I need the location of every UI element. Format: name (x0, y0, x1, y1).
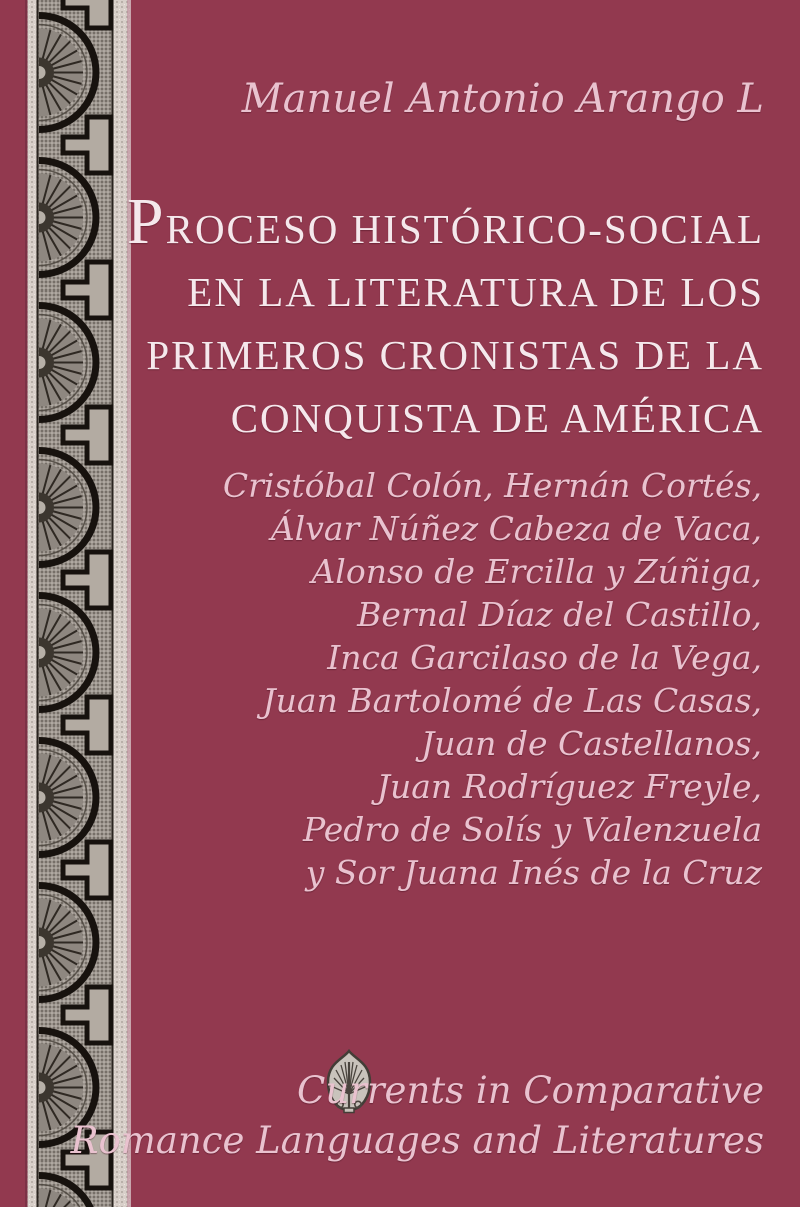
subtitle-name-line: Juan de Castellanos, (420, 724, 762, 763)
subtitle-name-line: Alonso de Ercilla y Zúñiga, (311, 552, 762, 591)
title-line-2: EN LA LITERATURA DE LOS (187, 269, 764, 315)
title-line-4: CONQUISTA DE AMÉRICA (230, 395, 764, 441)
subtitle-name-line: Pedro de Solís y Valenzuela (302, 810, 762, 849)
series-line-1: Currents in Comparative (297, 1069, 764, 1112)
title-line-3: PRIMEROS CRONISTAS DE LA (146, 332, 764, 378)
book-title (40, 185, 764, 450)
series-name (40, 1066, 764, 1166)
subtitle-name-line: Juan Rodríguez Freyle, (376, 767, 762, 806)
title-line-1-rest: ROCESO HISTÓRICO-SOCIAL (165, 206, 764, 252)
subtitle-name-line: y Sor Juana Inés de la Cruz (305, 853, 762, 892)
subtitle-name-line: Cristóbal Colón, Hernán Cortés, (222, 466, 762, 505)
subtitle-name-line: Álvar Núñez Cabeza de Vaca, (270, 509, 762, 548)
subtitle-name-line: Inca Garcilaso de la Vega, (327, 638, 762, 677)
title-line-1 (40, 185, 764, 261)
title-dropcap: P (126, 185, 166, 258)
subtitle-name-line: Juan Bartolomé de Las Casas, (262, 681, 762, 720)
author-name: Manuel Antonio Arango L (241, 76, 764, 122)
subtitle-name-line: Bernal Díaz del Castillo, (357, 595, 762, 634)
series-line-2: Romance Languages and Literatures (70, 1119, 764, 1162)
subtitle-names-list (40, 464, 762, 894)
